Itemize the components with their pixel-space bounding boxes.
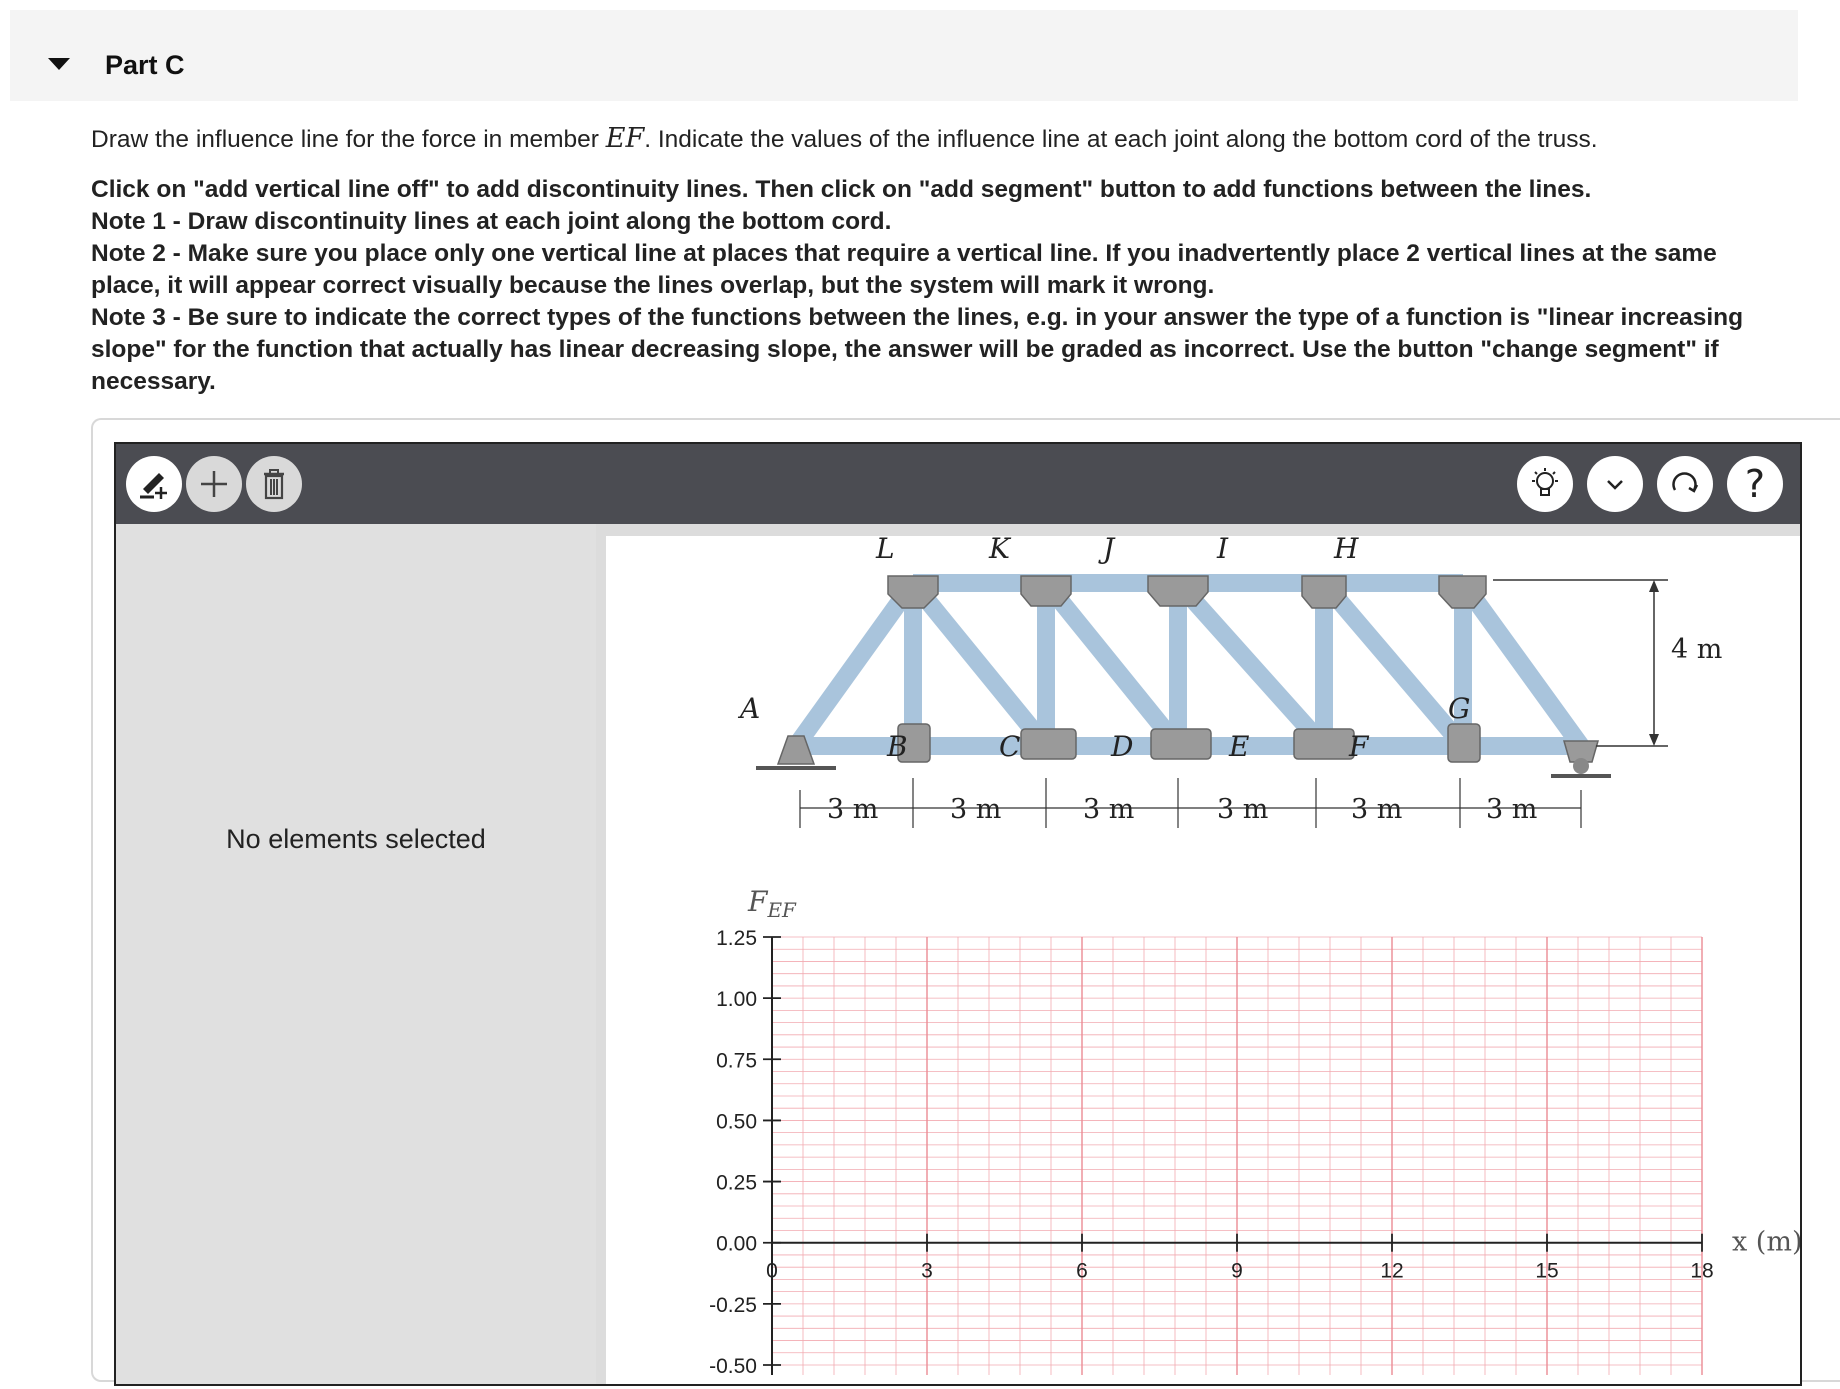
member-label: EF bbox=[605, 123, 645, 154]
member-JE bbox=[1178, 583, 1324, 746]
toolbar bbox=[116, 444, 1800, 524]
span-label: 3 m bbox=[1486, 794, 1538, 825]
chevron-down-icon bbox=[1601, 470, 1629, 498]
note-2: Note 2 - Make sure you place only one vertical line at places that require a vertical line. If you inadvertently place 2 vertical lines at the same place, it will appear correct visually because the lines overlap, but the system will mark it wrong. bbox=[91, 240, 1717, 299]
top-joint-label-J: J bbox=[1103, 536, 1115, 565]
graphing-tool bbox=[114, 442, 1802, 1386]
add-segment-button[interactable] bbox=[186, 456, 242, 512]
member-AL bbox=[796, 583, 913, 746]
add-vertical-line-icon bbox=[137, 467, 171, 501]
note-3: Note 3 - Be sure to indicate the correct types of the functions between the lines, e.g. in your answer the type of a function is "linear increasing slope" for the function that actually has linear decreasing slope, the answer will be graded as incorrect. Use the button "change segment" if necessary. bbox=[91, 304, 1744, 395]
question-prompt bbox=[91, 122, 1811, 157]
x-tick-label: 18 bbox=[1690, 1259, 1714, 1283]
bottom-joint-label-C: C bbox=[999, 730, 1021, 763]
span-label: 3 m bbox=[950, 794, 1002, 825]
properties-panel bbox=[116, 524, 596, 1384]
x-tick-label: 15 bbox=[1535, 1259, 1559, 1283]
y-axis-label: $F_{EF}$ bbox=[748, 885, 796, 922]
bottom-joint-label-G: G bbox=[1448, 692, 1471, 725]
hint-lightbulb-icon bbox=[1527, 466, 1563, 502]
top-joint-label-H: H bbox=[1334, 536, 1359, 565]
x-axis-label: x (m) bbox=[1732, 1226, 1800, 1258]
span-label: 3 m bbox=[827, 794, 879, 825]
y-axis-label-subscript: EF bbox=[767, 898, 796, 922]
height-label: 4 m bbox=[1671, 634, 1723, 665]
y-tick-label: -0.50 bbox=[709, 1355, 757, 1378]
y-tick-label: 0.00 bbox=[716, 1232, 757, 1256]
bottom-joint-label-B: B bbox=[887, 730, 908, 763]
part-header[interactable] bbox=[10, 10, 1798, 101]
y-tick-label: 1.25 bbox=[716, 927, 757, 950]
y-tick-label: 0.75 bbox=[716, 1049, 757, 1073]
y-tick-label: 1.00 bbox=[716, 988, 757, 1012]
prompt-text-after: . Indicate the values of the influence line at each joint along the bottom cord of the truss. bbox=[644, 126, 1598, 153]
part-title: Part C bbox=[105, 50, 185, 80]
more-options-button[interactable] bbox=[1587, 456, 1643, 512]
member-LC bbox=[913, 583, 1046, 746]
x-tick-label: 6 bbox=[1076, 1259, 1088, 1283]
hint-button[interactable] bbox=[1517, 456, 1573, 512]
drawing-canvas[interactable] bbox=[606, 536, 1800, 1384]
x-tick-label: 12 bbox=[1380, 1259, 1404, 1283]
reset-button[interactable] bbox=[1657, 456, 1713, 512]
x-tick-label: 0 bbox=[766, 1259, 778, 1283]
note-1: Note 1 - Draw discontinuity lines at each joint along the bottom cord. bbox=[91, 208, 892, 235]
member-IF bbox=[1324, 583, 1463, 746]
top-joint-label-L: L bbox=[876, 536, 895, 565]
delete-icon bbox=[257, 467, 291, 501]
instruction-main: Click on "add vertical line off" to add discontinuity lines. Then click on "add segment" button to add functions between the lines. bbox=[91, 176, 1592, 203]
span-label: 3 m bbox=[1083, 794, 1135, 825]
member-KD bbox=[1046, 583, 1178, 746]
prompt-text-before: Draw the influence line for the force in member bbox=[91, 126, 606, 153]
add-vertical-line-button[interactable] bbox=[126, 456, 182, 512]
help-button[interactable] bbox=[1727, 456, 1783, 512]
y-tick-label: 0.50 bbox=[716, 1110, 757, 1134]
selection-status: No elements selected bbox=[226, 824, 486, 854]
diagram-svg bbox=[606, 536, 1800, 1384]
x-tick-label: 9 bbox=[1231, 1259, 1243, 1283]
x-tick-label: 3 bbox=[921, 1259, 933, 1283]
collapse-caret-icon[interactable] bbox=[48, 58, 70, 70]
y-tick-label: -0.25 bbox=[709, 1293, 757, 1317]
help-icon: ? bbox=[1744, 462, 1766, 506]
top-joint-label-K: K bbox=[989, 536, 1010, 565]
influence-line-chart[interactable] bbox=[709, 885, 1800, 1378]
bottom-joint-label-D: D bbox=[1111, 730, 1134, 763]
y-tick-label: 0.25 bbox=[716, 1171, 757, 1195]
top-joint-label-I: I bbox=[1217, 536, 1229, 565]
bottom-joint-label-F: F bbox=[1349, 730, 1369, 763]
add-segment-icon bbox=[197, 467, 231, 501]
span-label: 3 m bbox=[1351, 794, 1403, 825]
bottom-joint-label-A: A bbox=[740, 692, 761, 725]
instructions bbox=[91, 174, 1791, 398]
member-GH bbox=[1463, 583, 1581, 746]
truss-figure bbox=[756, 576, 1668, 828]
bottom-joint-label-E: E bbox=[1229, 730, 1250, 763]
reset-icon bbox=[1667, 466, 1703, 502]
delete-button[interactable] bbox=[246, 456, 302, 512]
span-label: 3 m bbox=[1217, 794, 1269, 825]
